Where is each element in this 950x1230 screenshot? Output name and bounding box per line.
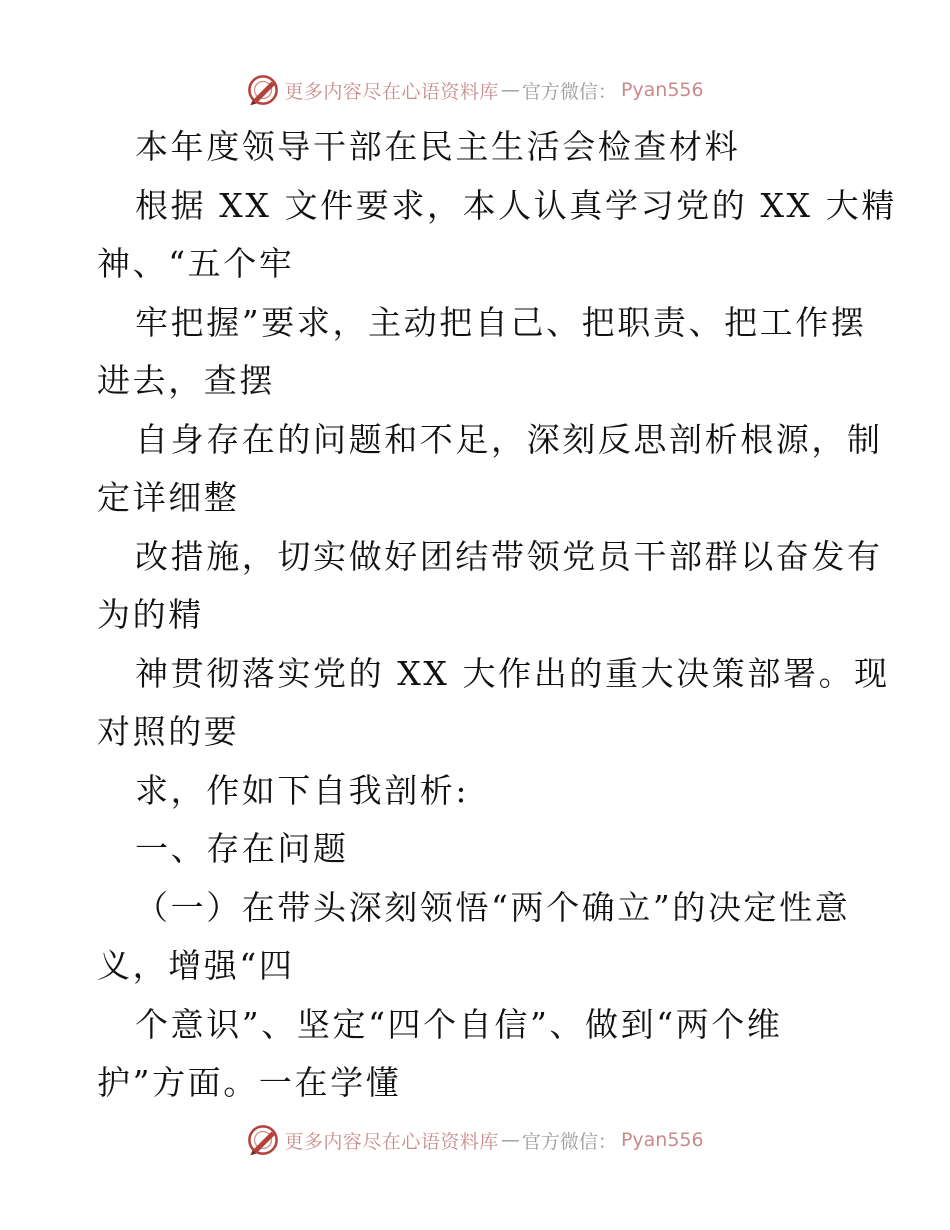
pen-seal-icon (246, 1123, 280, 1157)
watermark-dash: — (500, 1129, 520, 1151)
text-line: 护”方面。一在学懂 (97, 1063, 402, 1102)
text-line: 自身存在的问题和不足，深刻反思剖析根源，制 (135, 419, 883, 459)
text-line: （一）在带头深刻领悟“两个确立”的决定性意 (135, 887, 851, 927)
text-line: 为的精 (97, 595, 204, 634)
pen-seal-icon (246, 73, 280, 107)
watermark-site-text: 更多内容尽在心语资料库 (284, 1130, 499, 1153)
header-watermark (0, 70, 950, 110)
watermark-label: 官方微信： (521, 80, 617, 103)
text-line: 根据 XX 文件要求，本人认真学习党的 XX 大精 (135, 185, 897, 225)
text-line: 进去，查摆 (97, 361, 275, 400)
text-line: 定详细整 (97, 478, 240, 517)
text-line: 神、“五个牢 (97, 244, 295, 283)
text-line: 对照的要 (97, 712, 240, 751)
text-line: 牢把握”要求，主动把自己、把职责、把工作摆 (135, 302, 867, 342)
watermark-id: Pyan556 (620, 1129, 704, 1151)
watermark-id: Pyan556 (620, 79, 704, 101)
text-line: 神贯彻落实党的 XX 大作出的重大决策部署。现 (135, 653, 890, 693)
text-line: 本年度领导干部在民主生活会检查材料 (135, 127, 741, 166)
watermark-site-text: 更多内容尽在心语资料库 (284, 80, 499, 103)
footer-watermark (0, 1120, 950, 1160)
text-line: 个意识”、坚定“四个自信”、做到“两个维 (135, 1004, 783, 1044)
text-line: 改措施，切实做好团结带领党员干部群以奋发有 (135, 536, 883, 576)
watermark-dash: — (500, 79, 520, 101)
document-body (97, 118, 897, 1113)
text-line: 义，增强“四 (97, 946, 295, 985)
text-line: 求，作如下自我剖析: (135, 770, 470, 810)
watermark-label: 官方微信： (521, 1130, 617, 1153)
text-line: 一、存在问题 (135, 829, 349, 868)
